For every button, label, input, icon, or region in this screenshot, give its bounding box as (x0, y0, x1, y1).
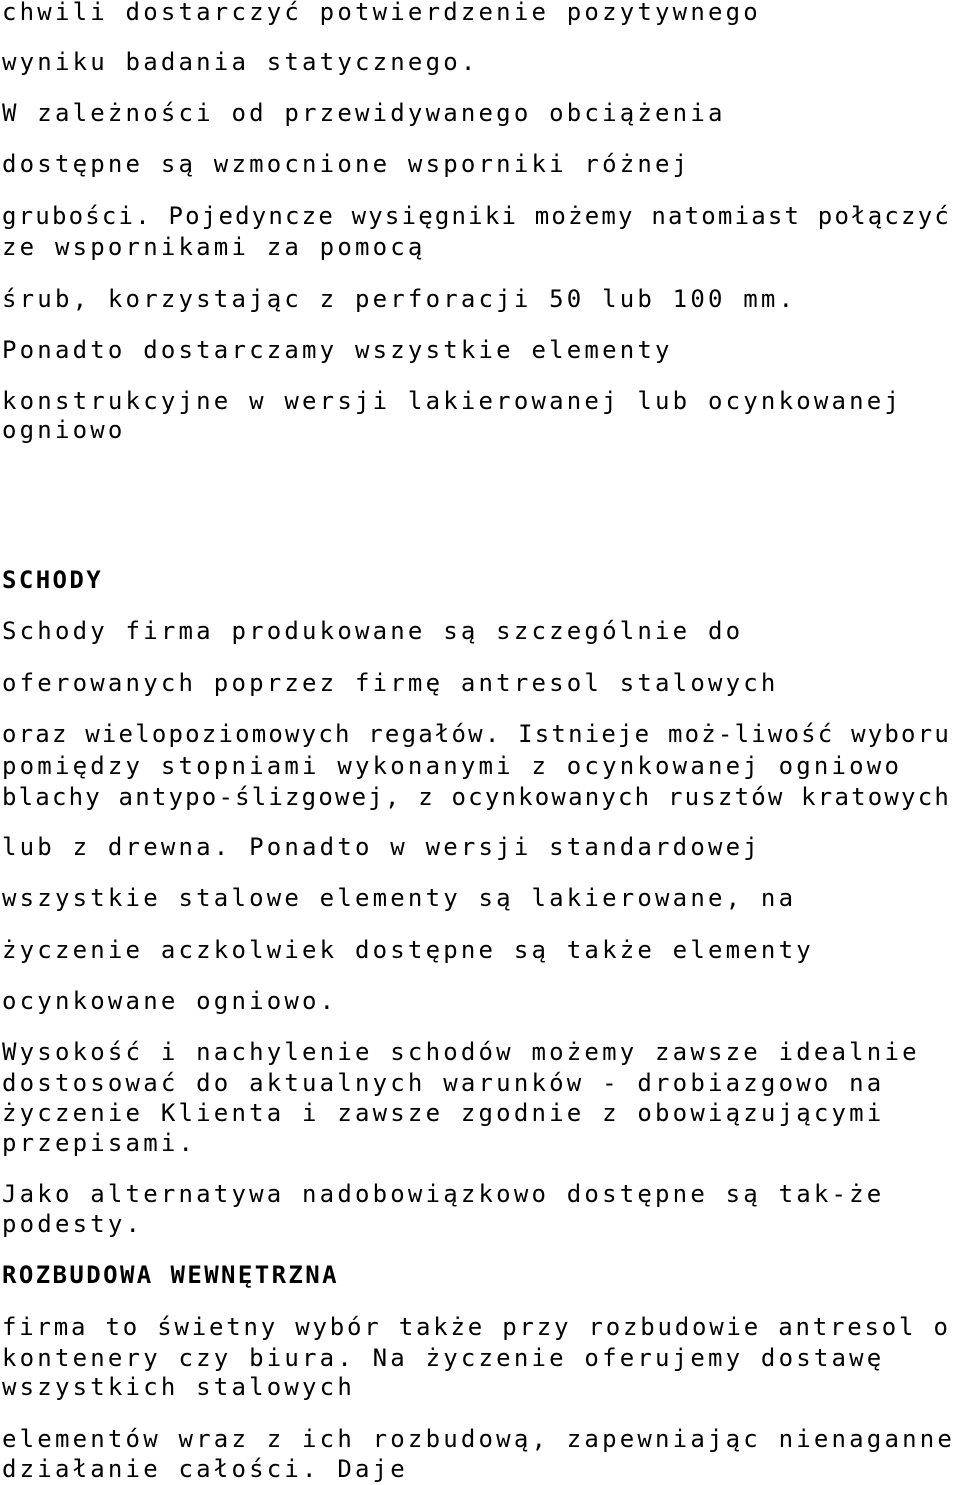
stairs-line: podesty. (2, 1210, 144, 1238)
stairs-line: ocynkowane ogniowo. (2, 987, 338, 1015)
stairs-line: lub z drewna. Ponadto w wersji standardowej (2, 833, 761, 861)
stairs-line: pomiędzy stopniami wykonanymi z ocynkowanej ogniowo (2, 752, 903, 780)
stairs-line: dostosować do aktualnych warunków - drobiazgowo na (2, 1069, 885, 1097)
section-heading-expansion: ROZBUDOWA WEWNĘTRZNA (2, 1261, 339, 1289)
expansion-line: kontenery czy biura. Na życzenie oferujemy dostawę (2, 1344, 885, 1372)
stairs-line: wszystkie stalowe elementy są lakierowane, na (2, 884, 797, 912)
intro-line: chwili dostarczyć potwierdzenie pozytywnego (2, 0, 761, 26)
intro-line: grubości. Pojedyncze wysięgniki możemy natomiast połączyć (2, 202, 952, 230)
section-heading-stairs: SCHODY (2, 566, 104, 594)
stairs-line: Schody firma produkowane są szczególnie do (2, 617, 744, 645)
intro-line: Ponadto dostarczamy wszystkie elementy (2, 336, 673, 364)
intro-line: śrub, korzystając z perforacji 50 lub 100 mm. (2, 285, 797, 313)
expansion-line: działanie całości. Daje (2, 1455, 408, 1483)
stairs-line: blachy antypo-ślizgowej, z ocynkowanych rusztów kratowych (2, 783, 952, 811)
intro-line: W zależności od przewidywanego obciążenia (2, 99, 726, 127)
expansion-line: firma to świetny wybór także przy rozbudowie antresol o (2, 1313, 951, 1341)
stairs-line: życzenie Klienta i zawsze zgodnie z obowiązującymi (2, 1099, 885, 1127)
stairs-line: oferowanych poprzez firmę antresol stalowych (2, 669, 779, 697)
intro-line: ogniowo (2, 416, 126, 444)
intro-line: wyniku badania statycznego. (2, 48, 479, 76)
stairs-line: Jako alternatywa nadobowiązkowo dostępne są tak-że (2, 1180, 885, 1208)
stairs-line: życzenie aczkolwiek dostępne są także elementy (2, 936, 814, 964)
stairs-line: przepisami. (2, 1129, 197, 1157)
intro-line: konstrukcyjne w wersji lakierowanej lub ocynkowanej (2, 387, 903, 415)
intro-line: dostępne są wzmocnione wsporniki różnej (2, 150, 691, 178)
expansion-line: elementów wraz z ich rozbudową, zapewniając nienaganne (2, 1425, 956, 1453)
intro-line: ze wspornikami za pomocą (2, 233, 426, 261)
expansion-line: wszystkich stalowych (2, 1373, 355, 1401)
stairs-line: oraz wielopoziomowych regałów. Istnieje moż-liwość wyboru (2, 720, 952, 748)
stairs-line: Wysokość i nachylenie schodów możemy zawsze idealnie (2, 1038, 920, 1066)
